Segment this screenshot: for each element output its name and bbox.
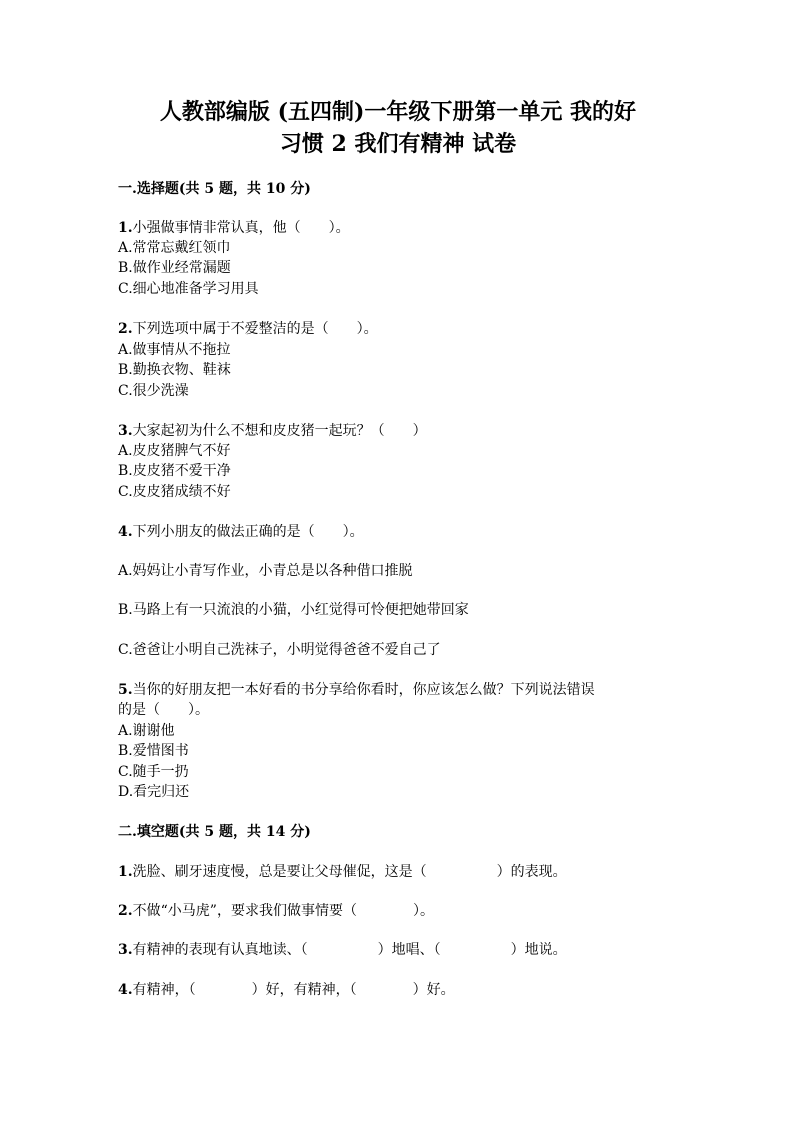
option-c: C.细心地准备学习用具 [118,281,259,297]
question-stem [118,319,678,339]
question-stem [118,421,678,441]
option-a: A.皮皮猪脾气不好 [118,443,231,459]
question-text: 有精神的表现有认真地读、（ ）地唱、（ ）地说。 [132,942,567,958]
question-number: 3. [118,942,133,958]
option-a: A.常常忘戴红领巾 [118,240,231,256]
section-heading-choice: 一.选择题(共 5 题，共 10 分) [118,181,311,197]
question-text: 不做“小马虎”，要求我们做事情要（ ）。 [132,903,434,919]
option-c: C.随手一扔 [118,764,189,780]
option-c: C.很少洗澡 [118,383,189,399]
option-b: B.爱惜图书 [118,743,189,759]
question-text: 洗脸、刷牙速度慢，总是要让父母催促，这是（ ）的表现。 [132,864,567,880]
section-heading-fill-blank: 二.填空题(共 5 题，共 14 分) [118,824,311,840]
question-text: 当你的好朋友把一本好看的书分享给你看时，你应该怎么做？下列说法错误 [132,682,595,698]
option-a: A.谢谢他 [118,723,175,739]
fill-question [118,862,678,882]
option-b: B.做作业经常漏题 [118,260,231,276]
option-b: B.马路上有一只流浪的小猫，小红觉得可怜便把她带回家 [118,602,469,618]
option-a: A.妈妈让小青写作业，小青总是以各种借口推脱 [118,563,413,579]
fill-question [118,940,678,960]
question-number: 2. [118,903,133,919]
option-b: B.勤换衣物、鞋袜 [118,362,231,378]
question-stem-continued: 的是（ ）。 [118,702,209,718]
question-number: 1. [118,220,133,236]
fill-question [118,980,678,1000]
question-number: 3. [118,423,133,439]
question-stem [118,218,678,238]
question-stem [118,522,678,542]
question-text: 大家起初为什么不想和皮皮猪一起玩？（ ） [132,423,427,439]
question-number: 5. [118,682,133,698]
fill-question [118,901,678,921]
question-stem [118,680,678,700]
question-text: 小强做事情非常认真，他（ ）。 [132,220,350,236]
question-number: 4. [118,982,133,998]
question-text: 有精神，（ ）好，有精神，（ ）好。 [132,982,455,998]
option-c: C.皮皮猪成绩不好 [118,484,231,500]
exam-title-line-2: 习惯 2 我们有精神 试卷 [279,131,517,157]
question-number: 4. [118,524,133,540]
question-text: 下列选项中属于不爱整洁的是（ ）。 [132,321,378,337]
question-number: 2. [118,321,133,337]
question-text: 下列小朋友的做法正确的是（ ）。 [132,524,364,540]
question-number: 1. [118,864,133,880]
option-d: D.看完归还 [118,784,190,800]
option-c: C.爸爸让小明自己洗袜子，小明觉得爸爸不爱自己了 [118,642,441,658]
exam-title-line-1: 人教部编版 (五四制)一年级下册第一单元 我的好 [159,99,637,125]
option-a: A.做事情从不拖拉 [118,342,231,358]
option-b: B.皮皮猪不爱干净 [118,463,231,479]
